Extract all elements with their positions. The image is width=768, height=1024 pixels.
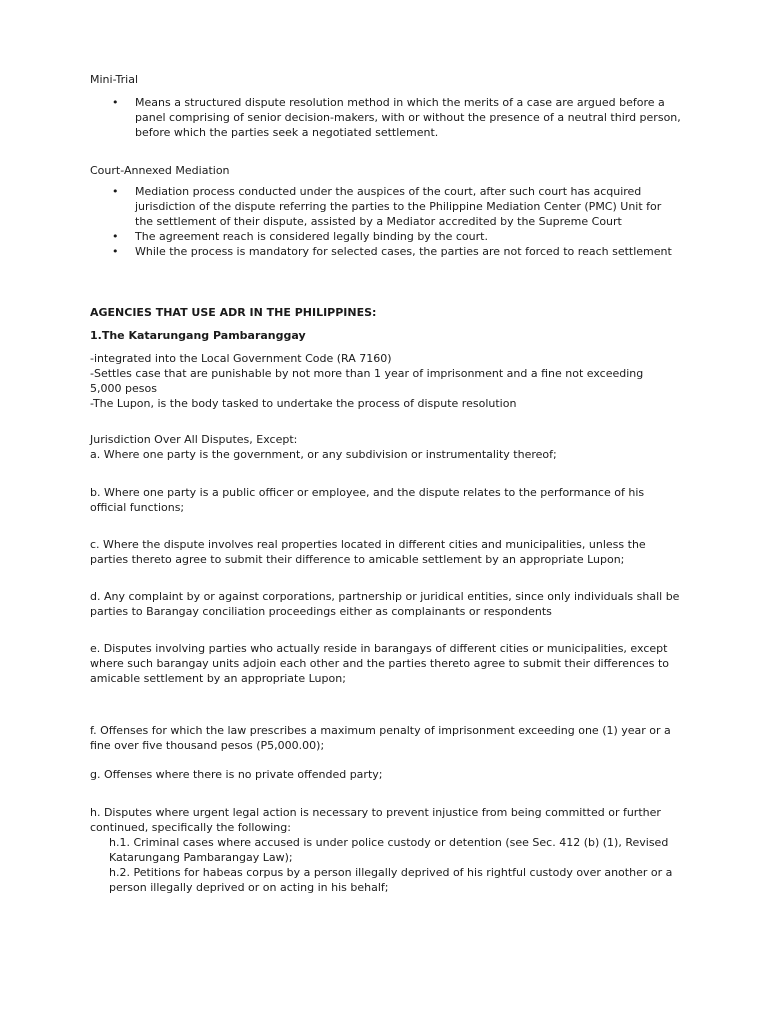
jurisdiction-item-h2: h.2. Petitions for habeas corpus by a person illegally deprived of his rightful custody over another or a person illegally deprived or on acting in his behalf; (109, 866, 673, 894)
court-annexed-heading: Court-Annexed Mediation (90, 164, 230, 177)
jurisdiction-item-d: d. Any complaint by or against corporations, partnership or juridical entities, since only individuals shall be parties to Barangay conciliation proceedings either as complainants or respondents (90, 590, 680, 618)
jurisdiction-item-a: a. Where one party is the government, or any subdivision or instrumentality thereof; (90, 448, 557, 461)
point-line: -integrated into the Local Government Code (RA 7160) (90, 352, 392, 365)
list-item: • Mediation process conducted under the auspices of the court, after such court has acquired jurisdiction of the dispute referring the parties to the Philippine Mediation Center (PMC) Unit for the settlement of their dispute, assisted by a Mediator accredited by the Supreme Court (112, 185, 662, 228)
list-item: • Means a structured dispute resolution method in which the merits of a case are argued before a panel comprising of senior decision-makers, with or without the presence of a neutral third person, before which the parties seek a negotiated settlement. (112, 96, 681, 139)
list-item: • While the process is mandatory for selected cases, the parties are not forced to reach settlement (112, 245, 672, 258)
mini-trial-heading: Mini-Trial (90, 73, 139, 86)
point-line: -The Lupon, is the body tasked to undertake the process of dispute resolution (90, 397, 517, 410)
bullet-icon: • (112, 230, 119, 243)
jurisdiction-item-f: f. Offenses for which the law prescribes a maximum penalty of imprisonment exceeding one (1) year or a fine over five thousand pesos (P5,000.00); (90, 724, 671, 752)
jurisdiction-item-g: g. Offenses where there is no private offended party; (90, 768, 383, 781)
jurisdiction-item-h-text: h. Disputes where urgent legal action is necessary to prevent injustice from being committed or further continued, specifically the following: (90, 806, 661, 834)
mini-trial-list (90, 95, 682, 140)
jurisdiction-heading: Jurisdiction Over All Disputes, Except: (90, 433, 298, 446)
jurisdiction-item-h1: h.1. Criminal cases where accused is under police custody or detention (see Sec. 412 (b) (1), Revised Katarungang Pambarangay Law); (109, 836, 669, 864)
jurisdiction-item-b: b. Where one party is a public officer or employee, and the dispute relates to the performance of his official functions; (90, 486, 645, 514)
katarungang-heading: 1.The Katarungang Pambaranggay (90, 329, 306, 342)
jurisdiction-item-e: e. Disputes involving parties who actually reside in barangays of different cities or municipalities, except where such barangay units adjoin each other and the parties thereto agree to submit their differences to amicable settlement by an appropriate Lupon; (90, 642, 670, 685)
agencies-heading: AGENCIES THAT USE ADR IN THE PHILIPPINES: (90, 306, 377, 319)
katarungang-points (90, 351, 670, 411)
court-annexed-list (90, 184, 682, 259)
bullet-icon: • (112, 96, 119, 109)
point-line: -Settles case that are punishable by not more than 1 year of imprisonment and a fine not exceeding 5,000 pesos (90, 367, 644, 395)
jurisdiction-item-h (90, 805, 682, 895)
bullet-icon: • (112, 185, 119, 198)
jurisdiction-item-c: c. Where the dispute involves real properties located in different cities and municipalities, unless the parties thereto agree to submit their difference to amicable settlement by an appropriate Lupon; (90, 538, 646, 566)
bullet-icon: • (112, 245, 119, 258)
list-item: • The agreement reach is considered legally binding by the court. (112, 230, 488, 243)
